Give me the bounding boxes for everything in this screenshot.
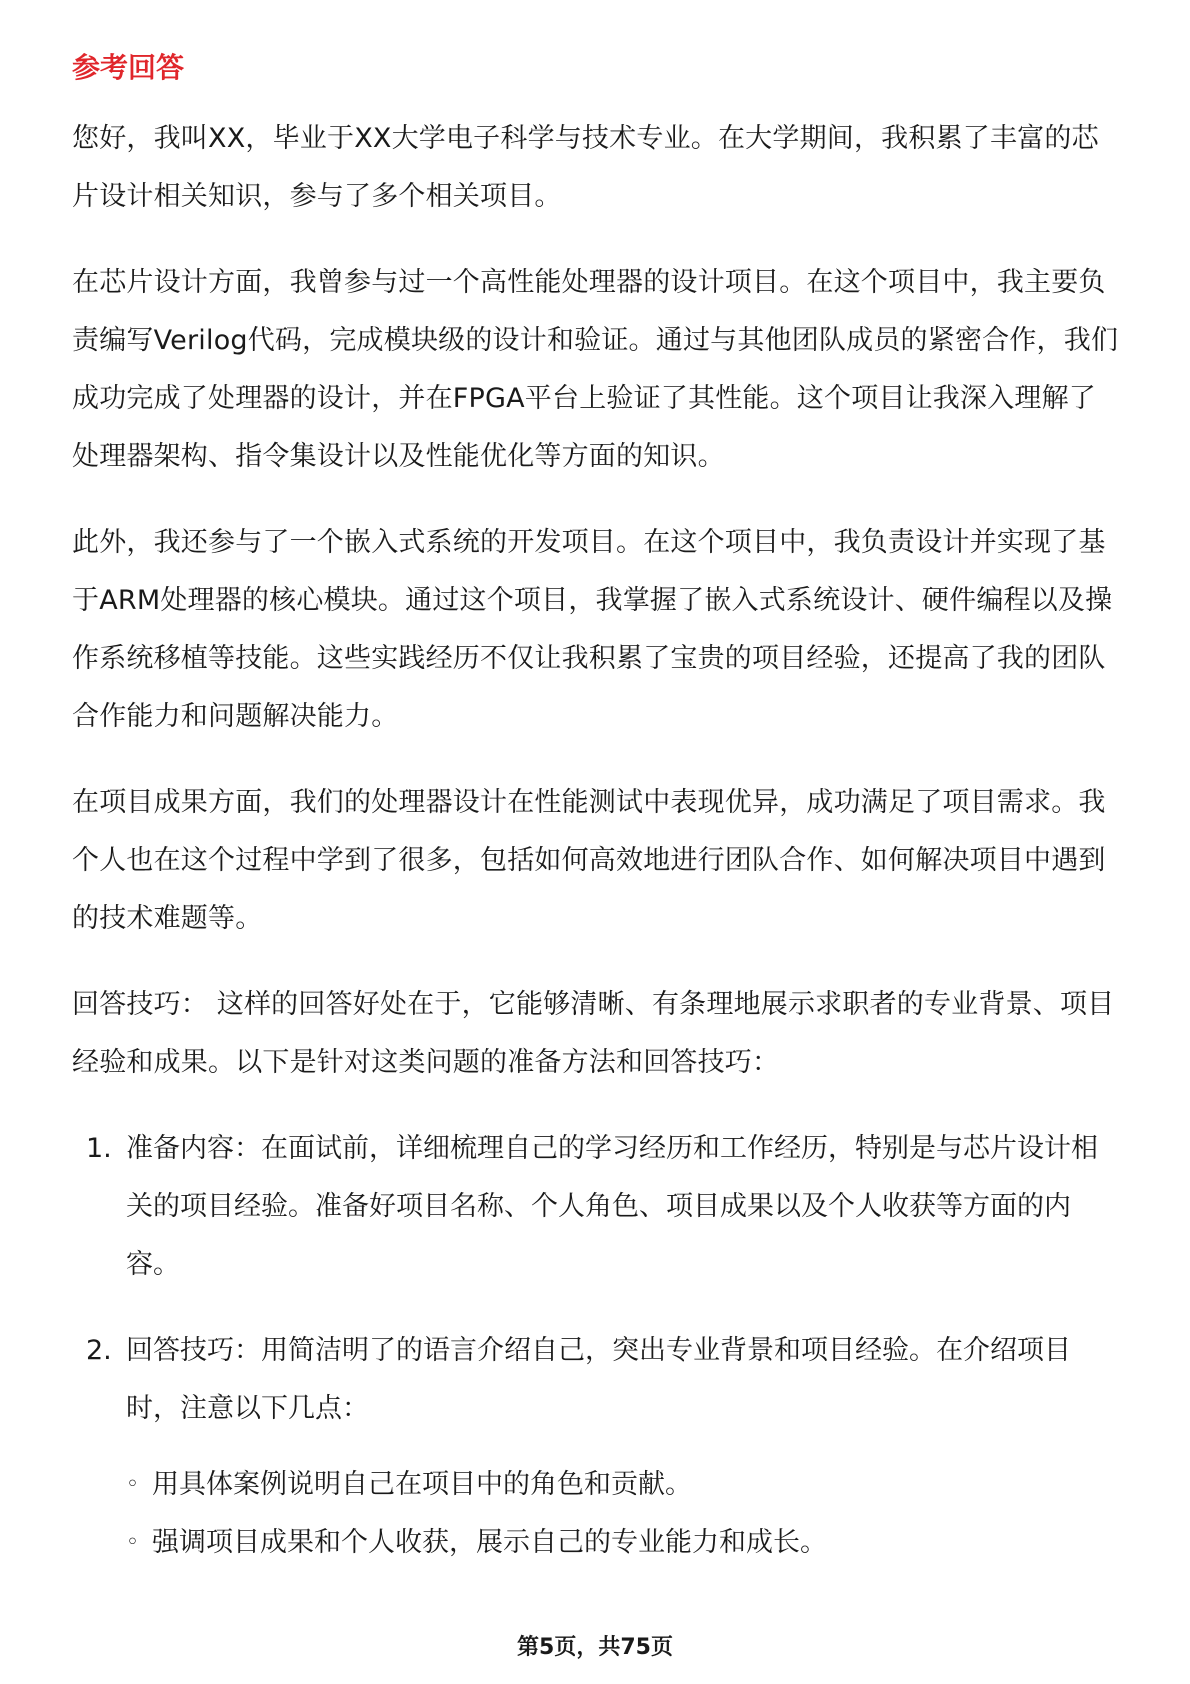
list-item — [72, 1120, 1122, 1294]
list-item-text: 回答技巧：用简洁明了的语言介绍自己，突出专业背景和项目经验。在介绍项目时，注意以下几点： — [126, 1335, 1071, 1424]
list-number: 2. — [86, 1335, 112, 1366]
list-item — [72, 1322, 1122, 1572]
sub-list-item — [126, 1456, 1122, 1514]
paragraph-intro: 您好，我叫XX，毕业于XX大学电子科学与技术专业。在大学期间，我积累了丰富的芯片设计相关知识，参与了多个相关项目。 — [72, 123, 1099, 212]
paragraph-tips: 回答技巧： 这样的回答好处在于，它能够清晰、有条理地展示求职者的专业背景、项目经验和成果。以下是针对这类问题的准备方法和回答技巧： — [72, 989, 1115, 1078]
paragraph-embedded: 此外，我还参与了一个嵌入式系统的开发项目。在这个项目中，我负责设计并实现了基于ARM处理器的核心模块。通过这个项目，我掌握了嵌入式系统设计、硬件编程以及操作系统移植等技能。这些实践经历不仅让我积累了宝贵的项目经验，还提高了我的团队合作能力和问题解决能力。 — [72, 527, 1113, 732]
sub-list-item-text: 用具体案例说明自己在项目中的角色和贡献。 — [152, 1469, 692, 1500]
bullet-icon: ◦ — [126, 1530, 139, 1555]
page-number-footer: 第5页，共75页 — [517, 1635, 673, 1660]
paragraph-results: 在项目成果方面，我们的处理器设计在性能测试中表现优异，成功满足了项目需求。我个人也在这个过程中学到了很多，包括如何高效地进行团队合作、如何解决项目中遇到的技术难题等。 — [72, 787, 1106, 934]
document-page — [72, 48, 1122, 1600]
list-item-text: 准备内容：在面试前，详细梳理自己的学习经历和工作经历，特别是与芯片设计相关的项目经验。准备好项目名称、个人角色、项目成果以及个人收获等方面的内容。 — [126, 1133, 1098, 1280]
bullet-icon: ◦ — [126, 1472, 139, 1497]
sub-list — [126, 1456, 1122, 1572]
paragraph-chip-design: 在芯片设计方面，我曾参与过一个高性能处理器的设计项目。在这个项目中，我主要负责编写Verilog代码，完成模块级的设计和验证。通过与其他团队成员的紧密合作，我们成功完成了处理器的设计，并在FPGA平台上验证了其性能。这个项目让我深入理解了处理器架构、指令集设计以及性能优化等方面的知识。 — [72, 267, 1119, 472]
tips-list — [72, 1120, 1122, 1572]
sub-list-item-text: 强调项目成果和个人收获，展示自己的专业能力和成长。 — [152, 1527, 827, 1558]
list-number: 1. — [86, 1133, 112, 1164]
sub-list-item — [126, 1514, 1122, 1572]
section-title: 参考回答 — [72, 51, 185, 84]
